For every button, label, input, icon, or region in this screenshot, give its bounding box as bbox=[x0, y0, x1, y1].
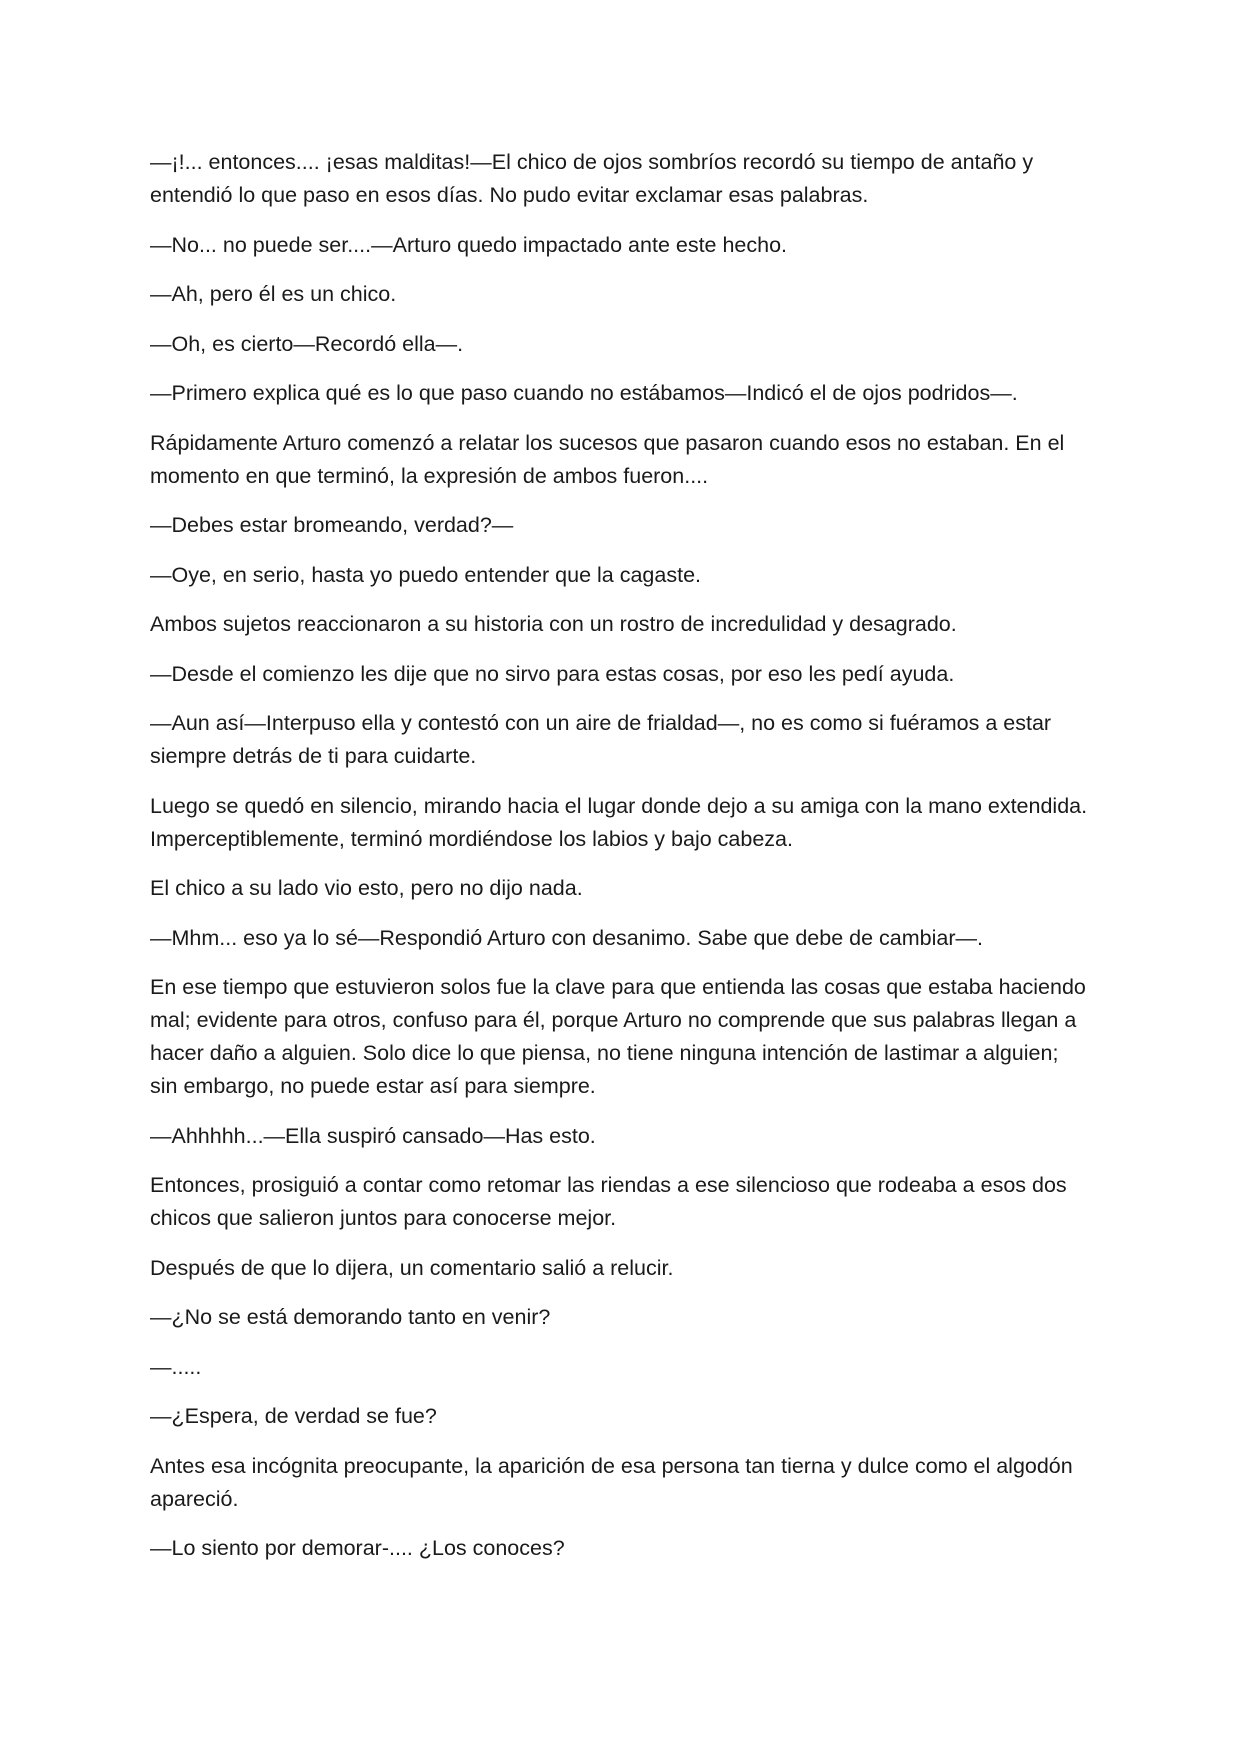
paragraph: —Ah, pero él es un chico. bbox=[150, 282, 397, 306]
paragraph: —Primero explica qué es lo que paso cuando no estábamos—Indicó el de ojos podridos—. bbox=[150, 381, 1018, 405]
paragraph: —Debes estar bromeando, verdad?— bbox=[150, 513, 514, 537]
paragraph: —Desde el comienzo les dije que no sirvo para estas cosas, por eso les pedí ayuda. bbox=[150, 661, 955, 686]
paragraph: —..... bbox=[150, 1354, 202, 1379]
paragraph: Entonces, prosiguió a contar como retomar las riendas a ese silencioso que rodeaba a esos dos chicos que salieron juntos para conocerse mejor. bbox=[150, 1173, 1067, 1230]
paragraph: Ambos sujetos reaccionaron a su historia con un rostro de incredulidad y desagrado. bbox=[150, 612, 957, 636]
paragraph: —¿No se está demorando tanto en venir? bbox=[150, 1305, 551, 1329]
document-body bbox=[150, 146, 1090, 1582]
paragraph: Antes esa incógnita preocupante, la aparición de esa persona tan tierna y dulce como el algodón apareció. bbox=[150, 1453, 1073, 1511]
paragraph: —Lo siento por demorar-.... ¿Los conoces? bbox=[150, 1536, 565, 1560]
paragraph: —Oye, en serio, hasta yo puedo entender que la cagaste. bbox=[150, 562, 702, 587]
paragraph: El chico a su lado vio esto, pero no dijo nada. bbox=[150, 876, 583, 900]
paragraph: En ese tiempo que estuvieron solos fue la clave para que entienda las cosas que estaba haciendo mal; evidente para otros, confuso para él, porque Arturo no comprende que sus palabras llegan a hacer daño a alguien. Solo dice lo que piensa, no tiene ninguna intención de lastimar a alguien; sin embargo, no puede estar así para siempre. bbox=[150, 975, 1086, 1098]
paragraph: —Oh, es cierto—Recordó ella—. bbox=[150, 331, 464, 356]
paragraph: Rápidamente Arturo comenzó a relatar los sucesos que pasaron cuando esos no estaban. En el momento en que terminó, la expresión de ambos fueron.... bbox=[150, 430, 1065, 488]
paragraph: —¿Espera, de verdad se fue? bbox=[150, 1404, 437, 1428]
paragraph: —Mhm... eso ya lo sé—Respondió Arturo con desanimo. Sabe que debe de cambiar—. bbox=[150, 925, 983, 950]
paragraph: —No... no puede ser....—Arturo quedo impactado ante este hecho. bbox=[150, 232, 788, 257]
paragraph: Después de que lo dijera, un comentario salió a relucir. bbox=[150, 1255, 674, 1280]
paragraph: —¡!... entonces.... ¡esas malditas!—El chico de ojos sombríos recordó su tiempo de antaño y entendió lo que paso en esos días. No pudo evitar exclamar esas palabras. bbox=[150, 150, 1034, 207]
paragraph: Luego se quedó en silencio, mirando hacia el lugar donde dejo a su amiga con la mano extendida. Imperceptiblemente, terminó mordiéndose los labios y bajo cabeza. bbox=[150, 793, 1088, 851]
paragraph: —Ahhhhh...—Ella suspiró cansado—Has esto. bbox=[150, 1123, 596, 1148]
paragraph: —Aun así—Interpuso ella y contestó con un aire de frialdad—, no es como si fuéramos a estar siempre detrás de ti para cuidarte. bbox=[150, 711, 1052, 768]
